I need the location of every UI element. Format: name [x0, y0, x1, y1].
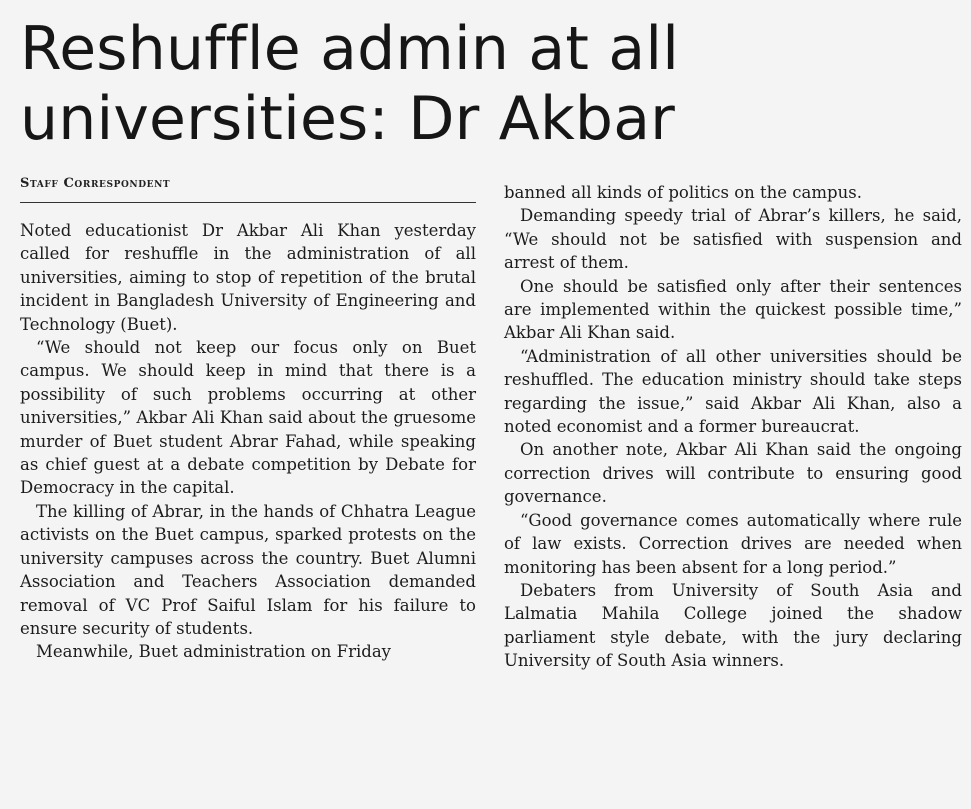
byline: Staff Correspondent	[20, 176, 171, 191]
paragraph: Debaters from University of South Asia and Lalmatia Mahila College joined the shadow parliament style debate, with the jury declaring University of South Asia winners.	[504, 580, 962, 671]
paragraph: The killing of Abrar, in the hands of Chhatra League activists on the Buet campus, sparked protests on the university campuses across the country. Buet Alumni Association and Teachers Association demanded removal of VC Prof Saiful Islam for his failure to ensure security of students.	[20, 501, 476, 638]
paragraph: “We should not keep our focus only on Buet campus. We should keep in mind that there is a possibility of such problems occurring at other universities,” Akbar Ali Khan said about the gruesome murder of Buet student Abrar Fahad, while speaking as chief guest at a debate competition by Debate for Democracy in the capital.	[20, 338, 476, 498]
paragraph: Meanwhile, Buet administration on Friday	[36, 642, 391, 662]
paragraph: Noted educationist Dr Akbar Ali Khan yesterday called for reshuffle in the administration of all universities, aiming to stop of repetition of the brutal incident in Bangladesh University of Engineering and Technology (Buet).	[20, 221, 476, 334]
paragraph: One should be satisfied only after their sentences are implemented within the quickest possible time,” Akbar Ali Khan said.	[504, 276, 962, 343]
article-column-left	[20, 219, 476, 664]
paragraph: “Good governance comes automatically where rule of law exists. Correction drives are needed when monitoring has been absent for a long period.”	[504, 510, 962, 577]
paragraph: “Administration of all other universities should be reshuffled. The education ministry should take steps regarding the issue,” said Akbar Ali Khan, also a noted economist and a former bureaucrat.	[504, 346, 962, 437]
paragraph: On another note, Akbar Ali Khan said the ongoing correction drives will contribute to ensuring good governance.	[504, 440, 962, 507]
paragraph: banned all kinds of politics on the campus.	[504, 183, 862, 202]
paragraph: Demanding speedy trial of Abrar’s killers, he said, “We should not be satisfied with suspension and arrest of them.	[504, 206, 962, 273]
headline	[20, 14, 950, 154]
article-column-right	[504, 181, 962, 673]
byline-divider	[20, 202, 476, 203]
headline-line-2: universities: Dr Akbar	[20, 84, 676, 154]
headline-line-1: Reshuffle admin at all	[20, 14, 680, 84]
